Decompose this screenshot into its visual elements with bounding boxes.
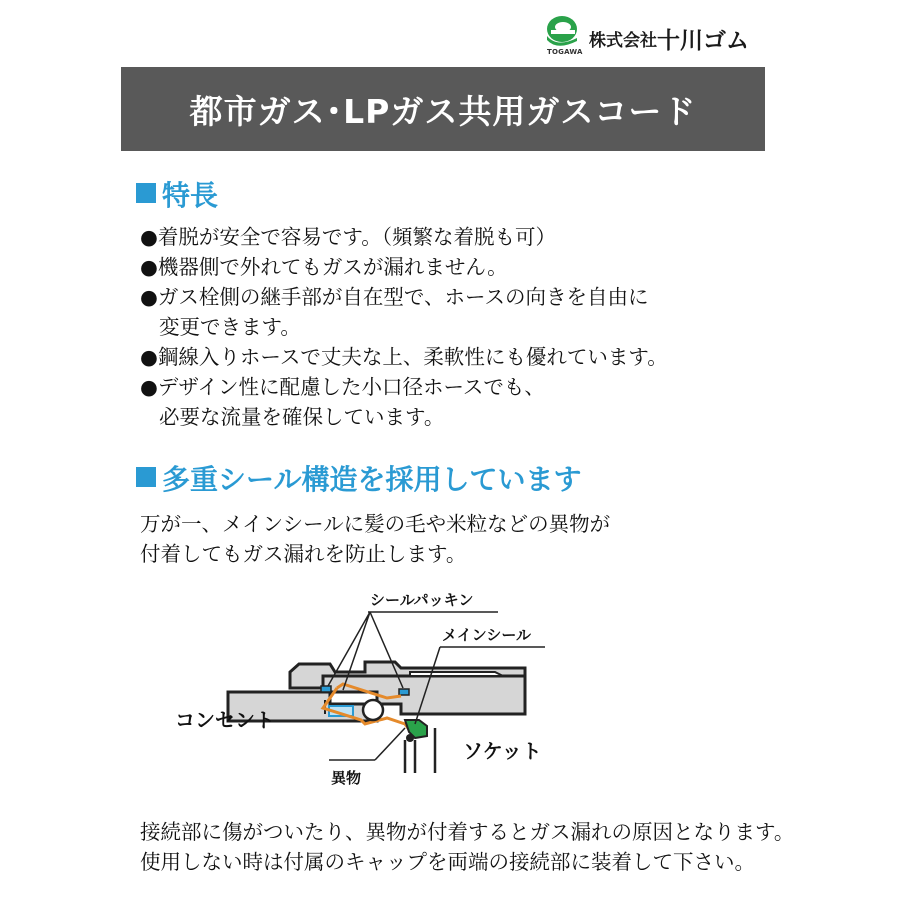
title-banner [121,67,765,151]
list-item: ●機器側で外れてもガスが漏れません。 [140,255,508,279]
text-line: 接続部に傷がついたり、異物が付着するとガス漏れの原因となります。 [140,820,795,844]
lock-ball [363,700,383,720]
list-item-continuation: 変更できます。 [159,315,301,339]
list-item: ●ガス栓側の継手部が自在型で、ホースの向きを自由に [140,285,649,309]
seal-packing-left [321,686,331,692]
list-item: ●デザイン性に配慮した小口径ホースでも、 [140,375,545,399]
seal-heading-text: 多重シール構造を採用しています [162,463,582,496]
text-line: 付着してもガス漏れを防止します。 [140,542,467,566]
logo-subtext: TOGAWA [547,48,583,56]
text-line: 万が一、メインシールに髪の毛や米粒などの異物が [140,512,611,536]
square-bullet-icon [136,467,156,487]
company-prefix: 株式会社 [589,31,657,51]
seal-heading [136,458,581,498]
square-bullet-icon [136,183,156,203]
page-title: 都市ガス･LPガス共用ガスコード [189,91,697,131]
list-item: ●鋼線入りホースで丈夫な上、柔軟性にも優れています。 [140,345,668,369]
label-socket: ソケット [463,739,542,763]
label-seal-packing: シールパッキン [370,591,474,609]
text-line: 使用しない時は付属のキャップを両端の接続部に装着して下さい。 [140,850,755,874]
label-main-seal: メインシール [442,626,532,644]
seal-structure-diagram [165,588,565,788]
features-heading [136,174,218,214]
features-list [140,222,668,432]
company-brand: 十川ゴム [657,28,749,54]
togawa-logo-icon [545,14,581,52]
features-heading-text: 特長 [162,179,219,212]
footer-note [140,817,794,877]
company-logo [545,14,765,58]
list-item-continuation: 必要な流量を確保しています。 [159,405,445,429]
label-outlet: コンセント [175,708,275,732]
company-name [589,22,749,55]
label-foreign-matter: 異物 [331,769,362,787]
seal-description [140,509,610,569]
list-item: ●着脱が安全で容易です。（頻繁な着脱も可） [140,225,556,249]
seal-packing-right [399,689,409,695]
